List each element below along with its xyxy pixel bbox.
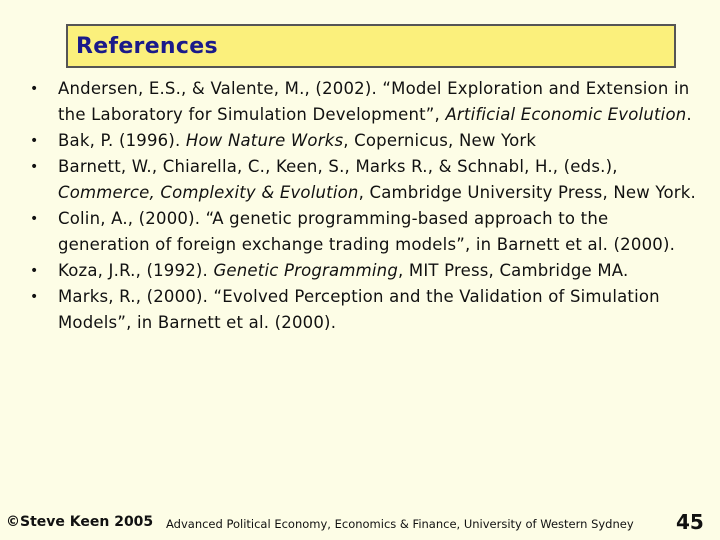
footer-author: ©Steve Keen 2005 [6, 514, 154, 530]
reference-item [24, 258, 704, 284]
reference-text: Andersen, E.S., & Valente, M., (2002). “Model Exploration and Extension in the Laboratory for Simulation Development”, [58, 79, 690, 124]
reference-title: Genetic Programming [213, 261, 399, 280]
bullet-icon: • [30, 289, 39, 305]
reference-item [24, 206, 704, 258]
reference-title: Artificial Economic Evolution [445, 105, 687, 124]
reference-text: Colin, A., (2000). “A genetic programming-based approach to the generation of foreign exchange trading models”, in Barnett et al. (2000). [58, 209, 676, 254]
bullet-icon: • [30, 81, 39, 97]
reference-title: How Nature Works [185, 131, 344, 150]
reference-item [24, 284, 704, 336]
title-box [66, 24, 676, 68]
footer-course: Advanced Political Economy, Economics & Finance, University of Western Sydney [166, 517, 634, 531]
reference-text: Koza, J.R., (1992). [58, 261, 214, 280]
bullet-icon: • [30, 263, 39, 279]
reference-text: Bak, P. (1996). [58, 131, 186, 150]
reference-text: . [686, 105, 692, 124]
slide-title: References [76, 34, 218, 59]
reference-text: Barnett, W., Chiarella, C., Keen, S., Marks R., & Schnabl, H., (eds.), [58, 157, 618, 176]
page-number: 45 [676, 510, 704, 534]
reference-item [24, 76, 704, 128]
reference-text: , MIT Press, Cambridge MA. [398, 261, 629, 280]
reference-list [24, 76, 704, 336]
reference-item [24, 154, 704, 206]
reference-title: Commerce, Complexity & Evolution [58, 183, 359, 202]
bullet-icon: • [30, 159, 39, 175]
bullet-icon: • [30, 133, 39, 149]
reference-text: Marks, R., (2000). “Evolved Perception and the Validation of Simulation Models”, in Barnett et al. (2000). [58, 287, 660, 332]
bullet-icon: • [30, 211, 39, 227]
reference-text: , Copernicus, New York [343, 131, 537, 150]
reference-text: , Cambridge University Press, New York. [358, 183, 696, 202]
reference-item [24, 128, 704, 154]
